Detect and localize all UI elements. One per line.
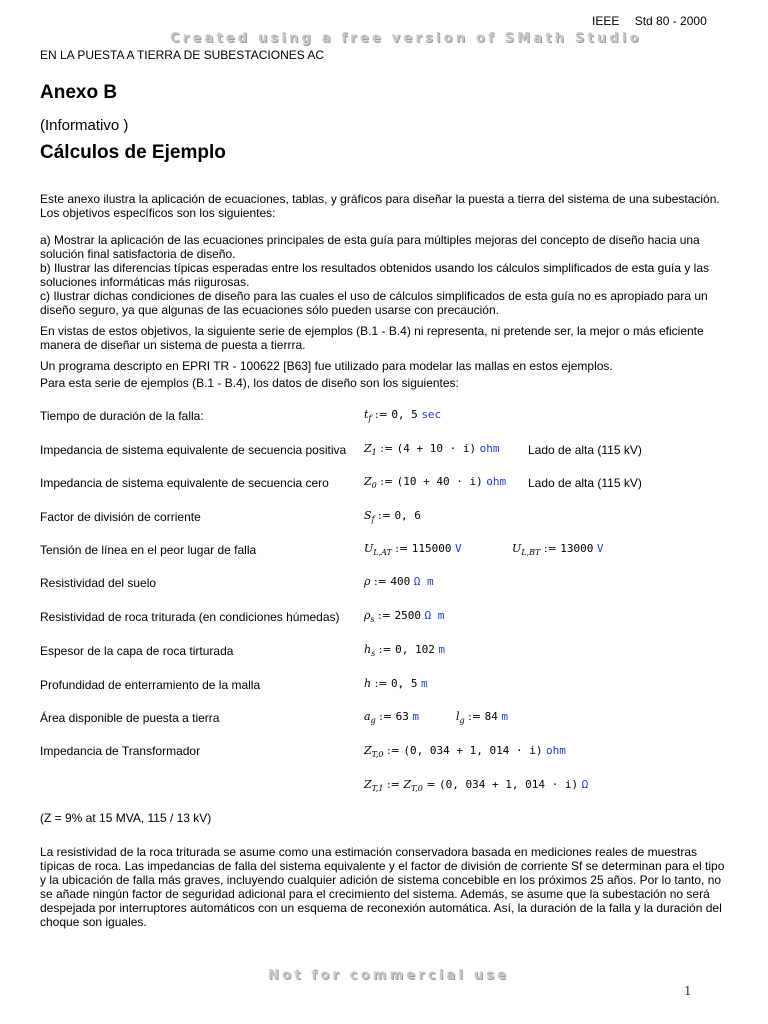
impedance-note: (Z = 9% at 15 MVA, 115 / 13 kV) (40, 811, 212, 825)
param-eq-z0: $Z_0$ := (10 + 40 · i) ohm (364, 475, 507, 490)
param-label-hs: Espesor de la capa de roca tirturada (40, 644, 234, 658)
param-eq-rho: ρ := 400 Ω m (364, 575, 434, 588)
intro-paragraph: Este anexo ilustra la aplicación de ecuaciones, tablas, y gráficos para diseñar la puesta a tierra del sistema de una subestación. Los objetivos específicos son los siguientes: (40, 192, 720, 220)
document-header (592, 14, 707, 28)
param-label-transformer: Impedancia de Transformador (40, 744, 201, 758)
param-eq-h: h := 0, 5 m (364, 677, 428, 690)
param-label-rho: Resistividad del suelo (40, 576, 157, 590)
param-eq-transformer-z1: $Z_{T,1}$ := $Z_{T,0} = (0$, 034 + 1, 014 · i) Ω (364, 778, 589, 793)
param-label-z1: Impedancia de sistema equivalente de secuencia positiva (40, 443, 347, 457)
param-note-z1: Lado de alta (115 kV) (528, 443, 642, 457)
section-title: Cálculos de Ejemplo (40, 142, 226, 163)
objective-a: a) Mostrar la aplicación de las ecuaciones principales de esta guía para múltiples mejoras del concepto de diseño hacia una solución final satisfactoria de diseño. (40, 233, 700, 261)
param-eq-area-lg: $l_g$ := 84 m (456, 710, 508, 725)
page-number: 1 (684, 984, 692, 998)
annex-informative: (Informativo ) (40, 117, 129, 134)
watermark-bottom: Not for commercial use (268, 968, 510, 983)
param-eq-area-ag: $a_g$ := 63 m (364, 710, 419, 725)
param-label-h: Profundidad de enterramiento de la malla (40, 678, 261, 692)
objective-b: b) Ilustrar las diferencias típicas esperadas entre los resultados obtenidos usando los cálculos simplificados de esta guía y las soluciones informáticas más riigurosas. (40, 261, 710, 289)
param-eq-hs: $h_s$ := 0, 102 m (364, 643, 445, 658)
document-subtitle: EN LA PUESTA A TIERRA DE SUBESTACIONES AC (40, 48, 325, 62)
param-eq-transformer-z0: $Z_{T,0}$ := (0, 034 + 1, 014 · i) ohm (364, 744, 566, 759)
param-eq-voltage-at: $U_{L,AT}$ := 115000 V (364, 542, 462, 557)
closing-paragraph: La resistividad de la roca triturada se asume como una estimación conservadora basada en mediciones reales de muestras típicas de roca. Las impedancias de falla del sistema equivalente y el factor de división de corriente Sf se determinan para el tipo y la ubicación de falla más graves, incluyendo cualquier adición de sistema concebible en los próximos 25 años. Por lo tanto, no se añade ningún factor de seguridad adicional para el crecimiento del sistema. Además, se asume que la subestación no será despejada por interruptores automáticos con un esquema de reconexión automática. Así, la duración de la falla y la duración del choque son iguales. (40, 845, 725, 929)
param-eq-fault-duration: $t_f$ := 0, 5 sec (364, 408, 442, 423)
param-eq-sf: $S_f$ := 0, 6 (364, 509, 421, 524)
header-org: IEEE (592, 14, 620, 28)
objective-c: c) Ilustrar dichas condiciones de diseño para las cuales el uso de cálculos simplificados de esta guía no es apropiado para un diseño seguro, ya que algunas de las ecuaciones sólo pueden usarse con precaución. (40, 289, 708, 317)
param-eq-rho-s: $\rho_s$ := 2500 Ω m (364, 609, 445, 624)
program-paragraph: Un programa descripto en EPRI TR - 100622 [B63] fue utilizado para modelar las mallas en estos ejemplos. (40, 359, 613, 373)
annex-title: Anexo B (40, 82, 118, 103)
param-label-voltage: Tensión de línea en el peor lugar de falla (40, 543, 257, 557)
param-label-sf: Factor de división de corriente (40, 510, 201, 524)
header-standard: Std 80 - 2000 (634, 14, 707, 28)
param-eq-z1: $Z_1$ := (4 + 10 · i) ohm (364, 442, 500, 457)
param-label-fault-duration: Tiempo de duración de la falla: (40, 409, 204, 423)
param-eq-voltage-bt: $U_{L,BT}$ := 13000 V (512, 542, 604, 557)
param-label-rho-s: Resistividad de roca triturada (en condiciones húmedas) (40, 610, 340, 624)
param-label-area: Área disponible de puesta a tierra (40, 711, 220, 725)
param-label-z0: Impedancia de sistema equivalente de secuencia cero (40, 476, 329, 490)
design-data-intro: Para esta serie de ejemplos (B.1 - B.4), los datos de diseño son los siguientes: (40, 376, 459, 390)
view-paragraph: En vistas de estos objetivos, la siguiente serie de ejemplos (B.1 - B.4) ni representa, ni pretende ser, la mejor o más eficiente manera de diseñar un sistema de puesta a tierrra. (40, 324, 704, 352)
param-note-z0: Lado de alta (115 kV) (528, 476, 642, 490)
watermark-top: Created using a free version of SMath Studio (170, 31, 642, 46)
